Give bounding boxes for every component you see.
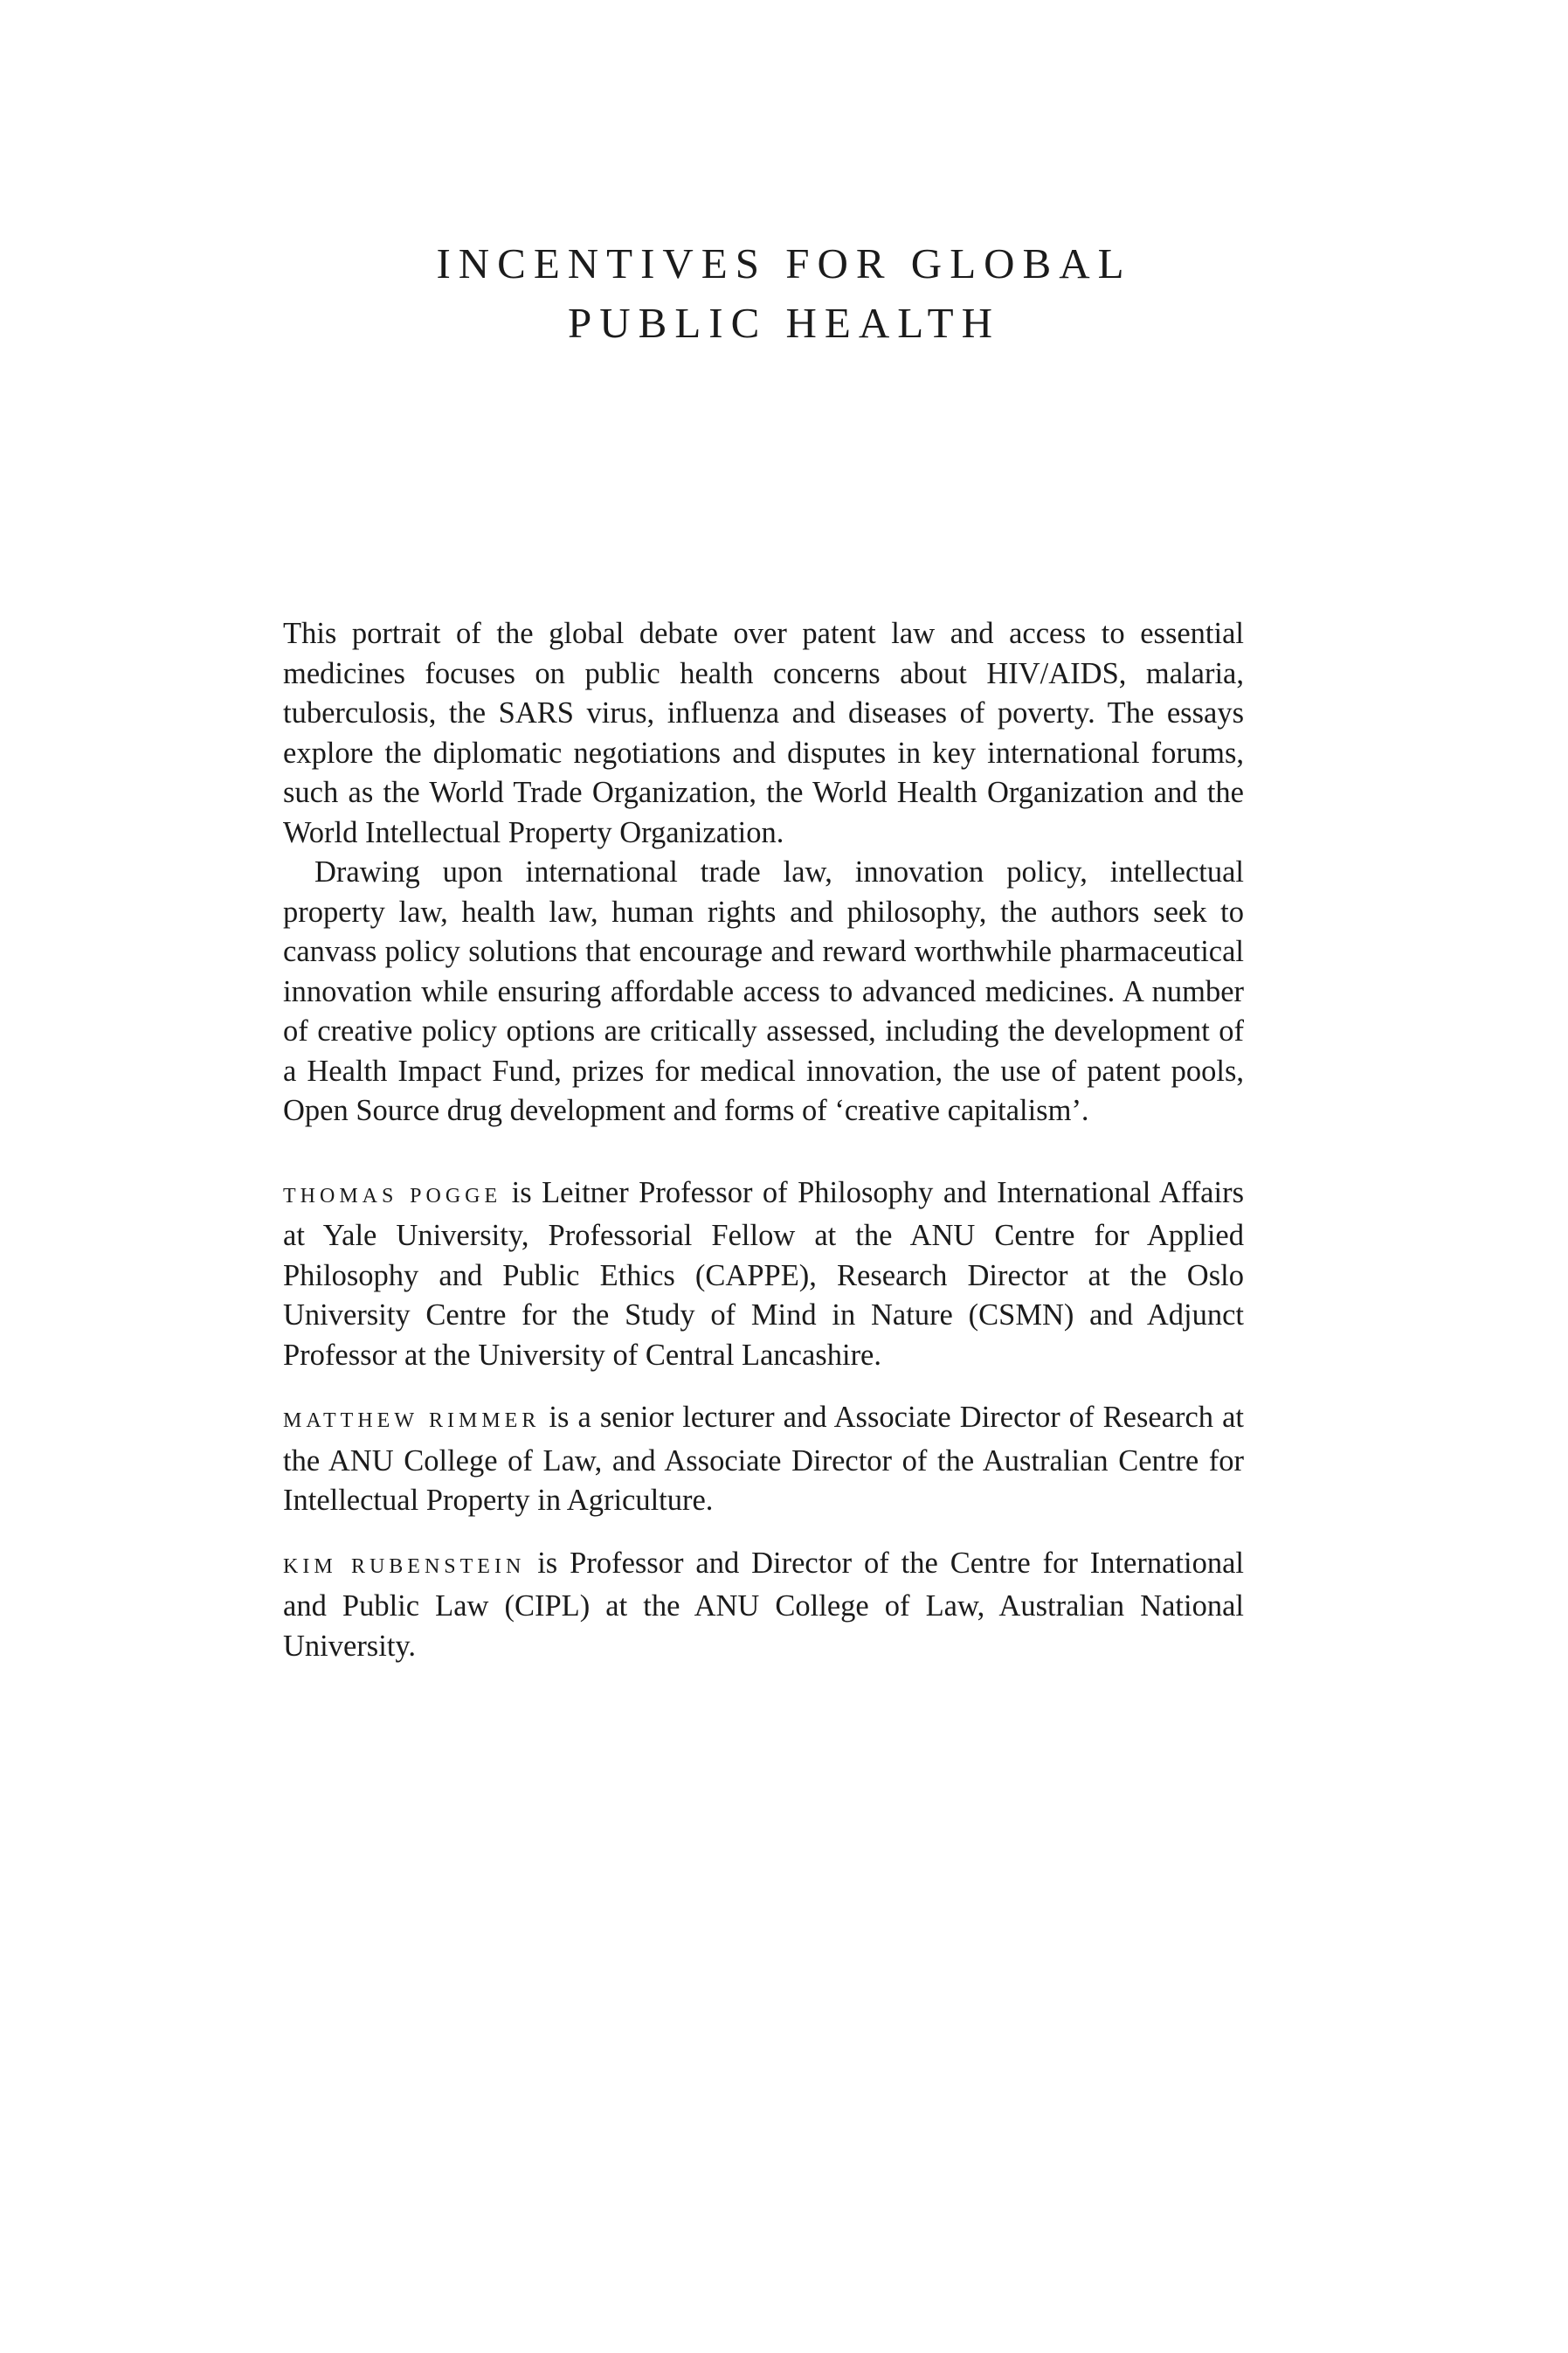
author-name: KIM RUBENSTEIN (283, 1554, 526, 1578)
book-description (283, 614, 1244, 1132)
author-name: MATTHEW RIMMER (283, 1409, 541, 1432)
text-block (283, 614, 1244, 1689)
author-bio-text: is a senior lecturer and Associate Director of Research at the ANU College of Law, and Associate Director of the Australian Centre for Intellectual Property in Agriculture. (283, 1401, 1245, 1517)
author-bios (283, 1173, 1244, 1667)
author-bio-text: is Leitner Professor of Philosophy and International Affairs at Yale University, Professorial Fellow at the ANU Centre for Applied Philosophy and Public Ethics (CAPPE), Research Director at the Oslo University Centre for the Study of Mind in Nature (CSMN) and Adjunct Professor at the University of Central Lancashire. (283, 1175, 1244, 1372)
description-paragraph-2: Drawing upon international trade law, innovation policy, intellectual property law, health law, human rights and philosophy, the authors seek to canvass policy solutions that encourage and reward worthwhile pharmaceutical innovation while ensuring affordable access to advanced medicines. A number of creative policy options are critically assessed, including the development of a Health Impact Fund, prizes for medical innovation, the use of patent pools, Open Source drug development and forms of ‘creative capitalism’. (283, 855, 1244, 1127)
author-bio-text: is Professor and Director of the Centre for International and Public Law (CIPL) at the ANU College of Law, Australian National University. (283, 1546, 1244, 1663)
description-paragraph-1: This portrait of the global debate over patent law and access to essential medicines focuses on public health concerns about HIV/AIDS, malaria, tuberculosis, the SARS virus, influenza and diseases of poverty. The essays explore the diplomatic negotiations and disputes in key international forums, such as the World Trade Organization, the World Health Organization and the World Intellectual Property Organization. (283, 617, 1244, 849)
title-line-1: INCENTIVES FOR GLOBAL (436, 239, 1132, 287)
author-bio-pogge (283, 1173, 1244, 1376)
author-name: THOMAS POGGE (283, 1184, 502, 1208)
title-line-2: PUBLIC HEALTH (568, 299, 1000, 347)
book-title (0, 234, 1568, 353)
author-bio-rubenstein (283, 1544, 1244, 1667)
author-bio-rimmer (283, 1398, 1244, 1521)
